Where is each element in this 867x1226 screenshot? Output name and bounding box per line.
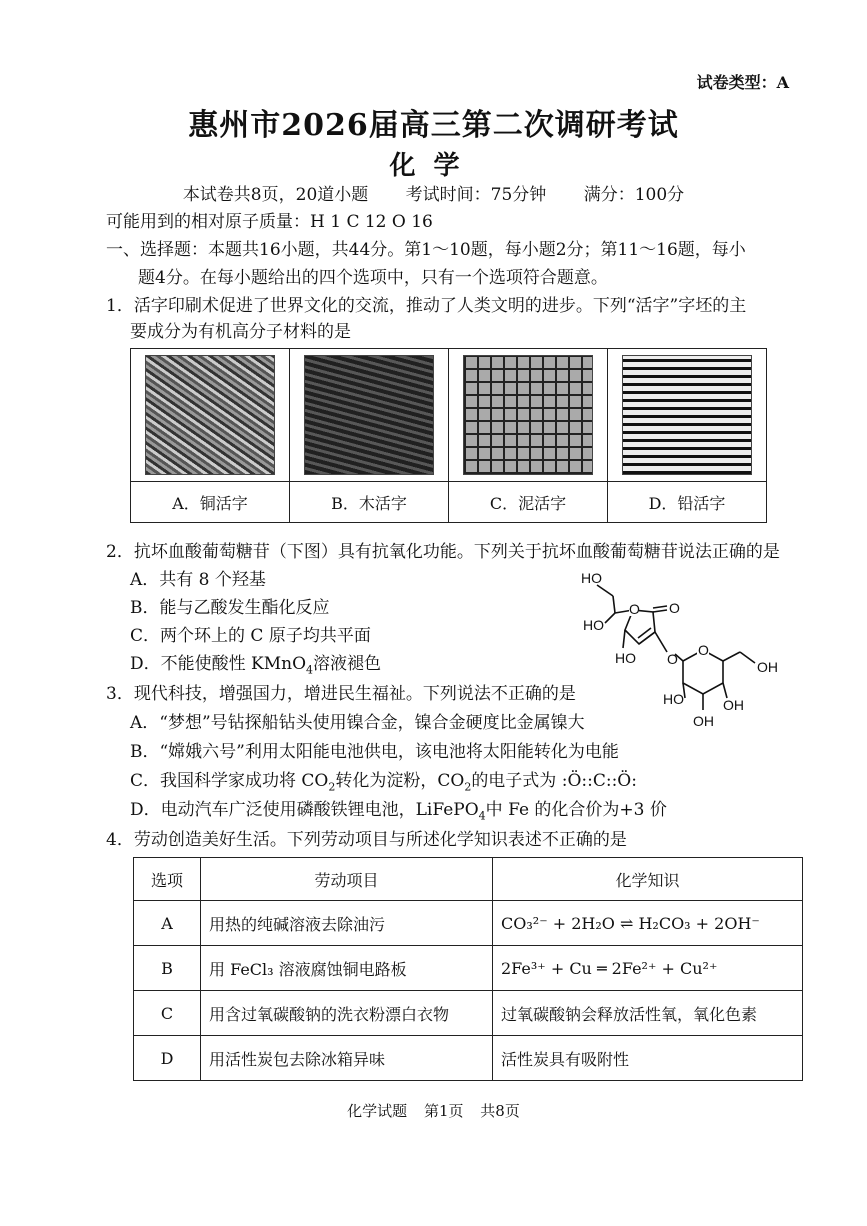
q2-option-a: A．共有 8 个羟基: [130, 570, 266, 590]
struct-label-ho3: HO: [615, 650, 636, 666]
struct-label-o-keto: O: [669, 600, 680, 616]
struct-label-oh4: OH: [757, 659, 778, 675]
q3-option-a: A．“梦想”号钻探船钻头使用镍合金，镍合金硬度比金属镍大: [130, 713, 585, 733]
section1-line1: 一、选择题：本题共16小题，共44分。第1～10题，每小题2分；第11～16题，每小: [106, 240, 746, 260]
paper-type: 试卷类型：A: [696, 73, 789, 92]
subject-title: 化学: [389, 151, 478, 181]
header-option: 选项: [134, 858, 201, 901]
struct-label-ho2: HO: [583, 617, 604, 633]
footer-page: 第1页: [423, 1102, 464, 1120]
struct-label-o-ring: O: [629, 601, 640, 617]
table-row: C 用含过氧碳酸钠的洗衣粉漂白衣物 过氧碳酸钠会释放活性氧，氧化色素: [134, 991, 803, 1036]
q2-option-d: D．不能使酸性 KMnO$_4$溶液褪色: [130, 654, 382, 677]
section1-line2: 题4分。在每小题给出的四个选项中，只有一个选项符合题意。: [138, 268, 608, 288]
exam-info: [0, 180, 867, 205]
q2-stem: 2．抗坏血酸葡萄糖苷（下图）具有抗氧化功能。下列关于抗坏血酸葡萄糖苷说法正确的是: [106, 542, 780, 562]
q3-option-b: B．“嫦娥六号”利用太阳能电池供电，该电池将太阳能转化为电能: [130, 742, 619, 762]
q4-table: [133, 857, 803, 1081]
q4-table-header: [134, 858, 803, 901]
lead-type-photo: [622, 355, 752, 475]
q1-stem-line2: 要成分为有机高分子材料的是: [130, 322, 351, 342]
q1-option-d: D．铅活字: [608, 482, 767, 523]
struct-label-ho5: HO: [663, 691, 684, 707]
q1-option-c: C．泥活字: [449, 482, 608, 523]
page-footer: [0, 1100, 867, 1121]
q1-option-a: A．铜活字: [131, 482, 290, 523]
clay-type-photo: [463, 355, 593, 475]
header-task: 劳动项目: [201, 858, 493, 901]
footer-name: 化学试题: [347, 1102, 408, 1120]
q1-image-d: [608, 349, 767, 482]
q2-option-b: B．能与乙酸发生酯化反应: [130, 598, 330, 618]
q1-option-b: B．木活字: [290, 482, 449, 523]
q1-image-b: [290, 349, 449, 482]
header-knowledge: 化学知识: [493, 858, 803, 901]
struct-label-ho1: HO: [581, 570, 602, 586]
struct-label-oh6: OH: [693, 713, 714, 729]
q3-option-d: D．电动汽车广泛使用磷酸铁锂电池，LiFePO$_4$中 Fe 的化合价为+3 价: [130, 800, 667, 823]
q3-stem: 3．现代科技，增强国力，增进民生福祉。下列说法不正确的是: [106, 684, 576, 704]
q1-image-c: [449, 349, 608, 482]
struct-label-o-link: O: [667, 651, 678, 667]
q2-option-c: C．两个环上的 C 原子均共平面: [130, 626, 371, 646]
copper-type-photo: [145, 355, 275, 475]
table-row: B 用 FeCl₃ 溶液腐蚀铜电路板 2Fe³⁺ + Cu ═ 2Fe²⁺ + Cu²⁺: [134, 946, 803, 991]
table-row: D 用活性炭包去除冰箱异味 活性炭具有吸附性: [134, 1036, 803, 1081]
struct-label-oh7: OH: [723, 697, 744, 713]
struct-label-o-sugar: O: [698, 642, 709, 658]
q3-option-c: C．我国科学家成功将 $CO_2$转化为淀粉，$CO_2$的电子式为 :Ö::C::Ö:: [130, 771, 637, 794]
exam-title: 惠州市2026届高三第二次调研考试: [188, 108, 679, 143]
atomic-masses: 可能用到的相对原子质量：H 1 C 12 O 16: [106, 212, 433, 232]
exam-time: 考试时间：75分钟: [405, 185, 547, 205]
q1-stem-line1: 1．活字印刷术促进了世界文化的交流，推动了人类文明的进步。下列“活字”字坯的主: [106, 296, 747, 316]
q4-stem: 4．劳动创造美好生活。下列劳动项目与所述化学知识表述不正确的是: [106, 830, 627, 850]
table-row: A 用热的纯碱溶液去除油污 CO₃²⁻ + 2H₂O ⇌ H₂CO₃ + 2OH⁻: [134, 901, 803, 946]
q1-image-a: [131, 349, 290, 482]
q1-options-table: [130, 348, 767, 523]
ascorbic-glucoside-structure: [565, 568, 785, 738]
full-score: 满分：100分: [583, 185, 685, 205]
wood-type-photo: [304, 355, 434, 475]
page-count: 本试卷共8页，20道小题: [182, 185, 369, 205]
footer-total: 共8页: [480, 1102, 520, 1120]
